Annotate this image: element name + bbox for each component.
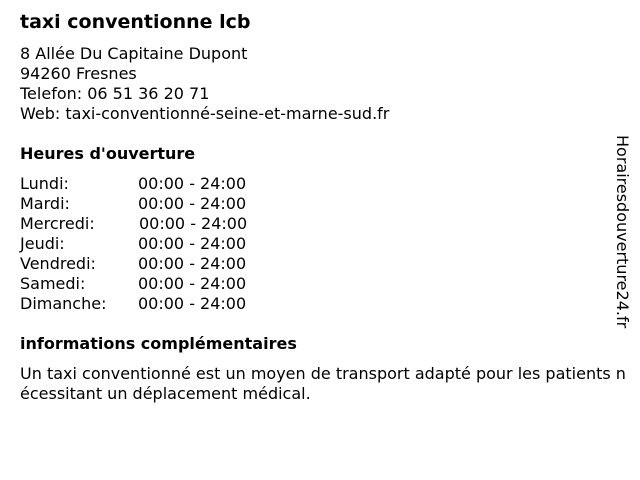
address-block (20, 44, 389, 124)
hours-row-thursday (20, 234, 280, 254)
day-label: Mercredi: (20, 214, 95, 233)
day-label: Dimanche: (20, 294, 107, 313)
time-range: 00:00 - 24:00 (138, 234, 247, 253)
hours-row-tuesday (20, 194, 280, 214)
opening-hours-heading: Heures d'ouverture (20, 144, 196, 163)
site-watermark: Horairesdouverture24.fr (613, 135, 632, 329)
hours-row-sunday (20, 294, 280, 314)
time-range: 00:00 - 24:00 (138, 274, 247, 293)
hours-row-saturday (20, 274, 280, 294)
time-range: 00:00 - 24:00 (138, 254, 247, 273)
additional-info-heading: informations complémentaires (20, 334, 297, 353)
opening-hours-list (20, 174, 280, 314)
hours-row-wednesday (20, 214, 280, 234)
additional-info-text: Un taxi conventionné est un moyen de transport adapté pour les patients nécessitant un déplacement médical. (20, 364, 626, 403)
time-range: 00:00 - 24:00 (138, 294, 247, 313)
day-label: Jeudi: (20, 234, 65, 253)
street-address: 8 Allée Du Capitaine Dupont (20, 44, 248, 63)
business-name: taxi conventionne lcb (20, 11, 251, 33)
website: Web: taxi-conventionné-seine-et-marne-sud.fr (20, 104, 390, 123)
day-label: Samedi: (20, 274, 86, 293)
time-range: 00:00 - 24:00 (138, 174, 247, 193)
day-label: Vendredi: (20, 254, 96, 273)
day-label: Lundi: (20, 174, 69, 193)
day-label: Mardi: (20, 194, 70, 213)
time-range: 00:00 - 24:00 (138, 194, 247, 213)
hours-row-monday (20, 174, 280, 194)
phone-number: Telefon: 06 51 36 20 71 (20, 84, 210, 103)
time-range: 00:00 - 24:00 (139, 214, 248, 233)
city-postcode: 94260 Fresnes (20, 64, 137, 83)
hours-row-friday (20, 254, 280, 274)
